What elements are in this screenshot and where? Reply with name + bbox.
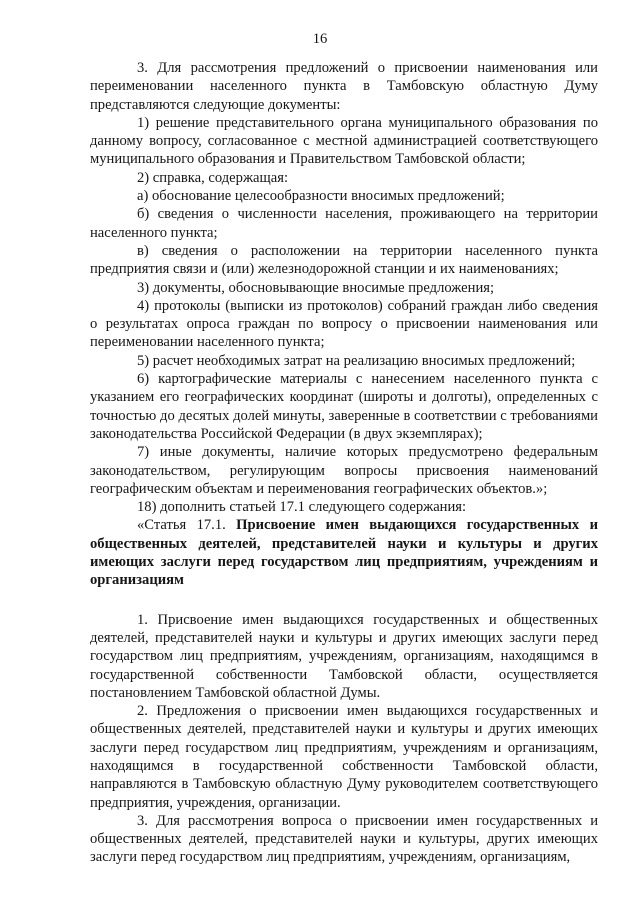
- paragraph: 1) решение представительного органа муниципального образования по данному вопросу, согласованное с местной администрацией соответствующего муниципального образования и Правительством Тамбовской области;: [90, 114, 598, 168]
- paragraph: 6) картографические материалы с нанесением населенного пункта с указанием его географических координат (широты и долготы), определенных с точностью до десятых долей минуты, заверенные в соответствии с требованиями законодательства Российской Федерации (в двух экземплярах);: [90, 371, 598, 442]
- paragraph: а) обоснование целесообразности вносимых предложений;: [137, 188, 505, 205]
- paragraph: 5) расчет необходимых затрат на реализацию вносимых предложений;: [137, 352, 576, 369]
- paragraph: 3. Для рассмотрения вопроса о присвоении имен государственных и общественных деятелей, представителей науки и культуры, других имеющих заслуги перед государством лиц предприятиям, учреждениям, организациям,: [90, 812, 598, 866]
- paragraph: 2) справка, содержащая:: [137, 169, 288, 186]
- spacer: [90, 590, 598, 611]
- paragraph: 3) документы, обосновывающие вносимые предложения;: [137, 279, 495, 296]
- paragraph: б) сведения о численности населения, проживающего на территории населенного пункта;: [90, 206, 598, 241]
- document-body: [90, 59, 598, 867]
- article-prefix: «Статья 17.1.: [137, 517, 237, 534]
- paragraph: 4) протоколы (выписки из протоколов) собраний граждан либо сведения о результатах опроса граждан по вопросу о присвоении наименования или переименовании населенного пункта;: [90, 297, 598, 351]
- paragraph: 1. Присвоение имен выдающихся государственных и общественных деятелей, представителей науки и культуры и других имеющих заслуги перед государством лиц предприятиям, учреждениям, организациям, находящимся в государственной собственности Тамбовской области, осуществляется постановлением Тамбовской областной Думы.: [90, 611, 598, 701]
- paragraph: 3. Для рассмотрения предложений о присвоении наименования или переименовании населенного пункта в Тамбовскую областную Думу представляются следующие документы:: [90, 60, 598, 113]
- paragraph: в) сведения о расположении на территории населенного пункта предприятия связи и (или) железнодорожной станции и их наименованиях;: [90, 242, 598, 278]
- paragraph: 7) иные документы, наличие которых предусмотрено федеральным законодательством, регулирующим вопросы присвоения наименований географическим объектам и переименования географических объектов.»;: [90, 444, 598, 497]
- article-title: Присвоение имен выдающихся государственных и общественных деятелей, представителей науки и культуры и других имеющих заслуги перед государством лиц предприятиям, учреждениям и организациям: [90, 517, 598, 589]
- paragraph: 2. Предложения о присвоении имен выдающихся государственных и общественных деятелей, представителей науки и культуры и других имеющих заслуги перед государством лиц предприятиям, учреждениям и организациям, находящимся в государственной собственности Тамбовской области, направляются в Тамбовскую областную Думу руководителем соответствующего предприятия, учреждения, организации.: [90, 703, 598, 811]
- article-heading: [90, 516, 598, 589]
- paragraph: 18) дополнить статьей 17.1 следующего содержания:: [137, 499, 467, 516]
- page-number: 16: [312, 31, 328, 47]
